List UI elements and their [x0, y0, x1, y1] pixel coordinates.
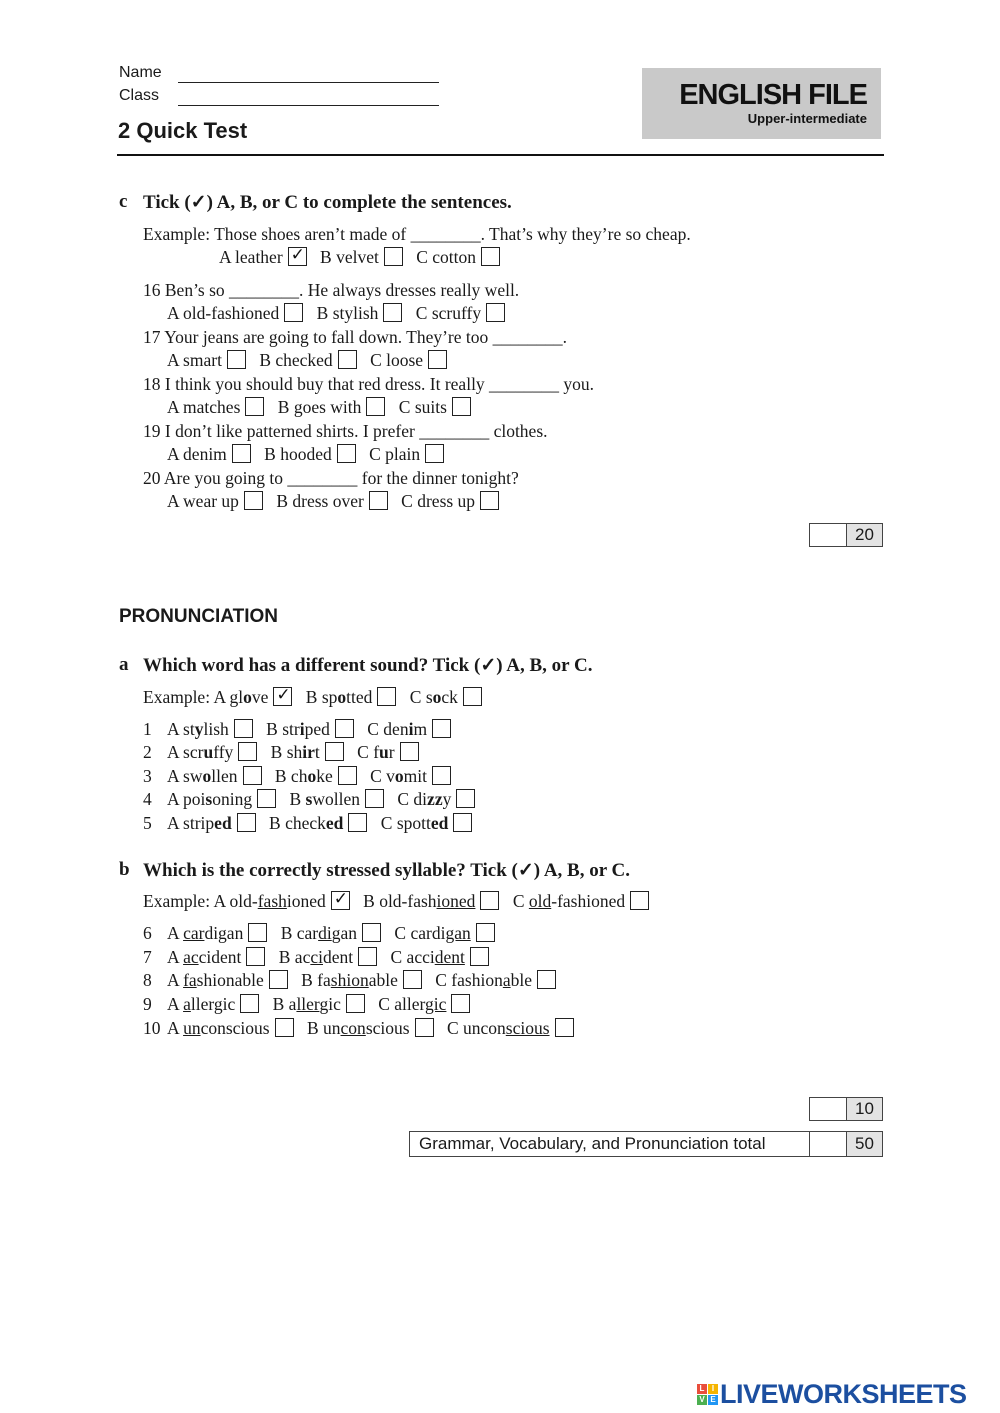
option-b-label: B sh: [270, 742, 303, 762]
checkbox-c[interactable]: [432, 766, 451, 785]
option-b-label: B old-fash: [363, 891, 437, 911]
logo-letter: L: [697, 1384, 707, 1394]
part-c-example-sentence: Example: Those shoes aren’t made of ________. That’s why they’re so cheap.: [143, 224, 691, 244]
option-a-label: Example: A gl: [143, 687, 244, 707]
option-b-label: B ch: [274, 766, 308, 786]
question-19-options: [167, 444, 453, 465]
option-b-label: B ac: [278, 947, 311, 967]
stressed-syllable: ller: [296, 994, 320, 1014]
checkbox-c[interactable]: [463, 687, 482, 706]
word-rest: gic: [319, 994, 341, 1014]
pron-item-2: [143, 742, 428, 763]
checkbox-a[interactable]: [269, 970, 288, 989]
word-rest: ped: [304, 719, 330, 739]
highlighted-sound: u: [203, 742, 214, 762]
highlighted-sound: o: [202, 766, 212, 786]
stress-item-9: [143, 994, 479, 1015]
total-score-row: [409, 1131, 883, 1157]
highlighted-sound: ed: [325, 813, 344, 833]
checkbox-b[interactable]: [383, 303, 402, 322]
option-c-label: C cardi: [394, 923, 446, 943]
option-a-label: A poi: [167, 789, 206, 809]
checkbox-a-ticked[interactable]: [331, 891, 350, 910]
question-19: 19 I don’t like patterned shirts. I prefer ________ clothes.: [143, 421, 548, 441]
checkbox-a-ticked[interactable]: [273, 687, 292, 706]
checkbox-a[interactable]: [257, 789, 276, 808]
item-number: 8: [143, 970, 152, 990]
word-rest: digan: [204, 923, 244, 943]
checkbox-a[interactable]: [244, 491, 263, 510]
stress-item-7: [143, 947, 498, 968]
option-a-label: A: [167, 947, 184, 967]
checkbox-c[interactable]: [452, 397, 471, 416]
page-title: 2 Quick Test: [118, 118, 248, 143]
highlighted-sound: zz: [427, 789, 443, 809]
highlighted-sound: ed: [214, 813, 232, 833]
checkbox-b[interactable]: [365, 789, 384, 808]
word-rest: wollen: [312, 789, 360, 809]
stress-item-6: [143, 923, 504, 944]
option-b-label: B check: [269, 813, 326, 833]
option-a-label: A st: [167, 719, 195, 739]
pron-item-3: [143, 766, 460, 787]
logo-letter: E: [708, 1395, 718, 1405]
option-b-label: B car: [280, 923, 319, 943]
section-heading-pronunciation: PRONUNCIATION: [119, 606, 279, 627]
question-20: 20 Are you going to ________ for the dinner tonight?: [143, 468, 519, 488]
checkbox-b[interactable]: [377, 687, 396, 706]
question-16: 16 Ben’s so ________. He always dresses really well.: [143, 280, 520, 300]
stressed-syllable: fa: [183, 970, 197, 990]
checkbox-a[interactable]: [275, 1018, 294, 1037]
checkbox-a[interactable]: [237, 813, 256, 832]
checkbox-b[interactable]: [366, 397, 385, 416]
option-a-label: A scr: [167, 742, 204, 762]
score-input[interactable]: [810, 524, 847, 546]
checkbox-b[interactable]: [358, 947, 377, 966]
part-a-letter: a: [119, 654, 129, 675]
option-b-label: B a: [272, 994, 297, 1014]
part-a-example: [143, 687, 491, 708]
logo-letter: I: [708, 1384, 718, 1394]
word-rest: shionable: [196, 970, 264, 990]
checkbox-c[interactable]: [470, 947, 489, 966]
stressed-syllable: ioned: [436, 891, 476, 911]
name-field[interactable]: [178, 82, 439, 83]
highlighted-sound: s: [305, 789, 313, 809]
logo-subtitle: Upper-intermediate: [747, 111, 867, 126]
checkbox-c[interactable]: [456, 789, 475, 808]
option-a-label: A wear up: [167, 491, 239, 511]
checkbox-c[interactable]: [425, 444, 444, 463]
checkbox-c[interactable]: [486, 303, 505, 322]
word-rest: m: [413, 719, 428, 739]
checkbox-c[interactable]: [630, 891, 649, 910]
stressed-syllable: ac: [183, 947, 199, 967]
item-number: 9: [143, 994, 152, 1014]
item-number: 10: [143, 1018, 161, 1038]
item-number: 5: [143, 813, 152, 833]
word-rest: conscious: [200, 1018, 270, 1038]
word-rest: dent: [322, 947, 354, 967]
checkbox-c[interactable]: [537, 970, 556, 989]
option-c-label: C di: [397, 789, 428, 809]
checkbox-b[interactable]: [480, 891, 499, 910]
checkbox-a[interactable]: [227, 350, 246, 369]
option-c-label: C uncon: [446, 1018, 506, 1038]
checkbox-c[interactable]: [400, 742, 419, 761]
stressed-syllable: fash: [257, 891, 287, 911]
question-18-options: [167, 397, 480, 418]
part-b-letter: b: [119, 859, 130, 880]
word-rest: ffy: [213, 742, 234, 762]
part-c-example-options: [219, 247, 509, 268]
stressed-syllable: car: [183, 923, 205, 943]
question-16-options: [167, 303, 514, 324]
option-a-label: A: [167, 970, 184, 990]
pron-item-4: [143, 789, 484, 810]
stressed-syllable: scious: [505, 1018, 550, 1038]
word-rest: y: [442, 789, 452, 809]
pronunciation-score-box: [809, 1097, 883, 1121]
total-score-input[interactable]: [810, 1132, 847, 1156]
word-rest: ke: [316, 766, 333, 786]
word-rest: cident: [198, 947, 242, 967]
option-a-label: A: [167, 1018, 184, 1038]
stressed-syllable: gan: [445, 923, 471, 943]
highlighted-sound: s: [205, 789, 213, 809]
highlighted-sound: i: [299, 719, 305, 739]
score-max: 10: [847, 1098, 882, 1120]
word-rest: ioned: [286, 891, 326, 911]
option-c-label: C fashion: [435, 970, 503, 990]
stressed-syllable: a: [502, 970, 511, 990]
option-a-label: A: [167, 923, 184, 943]
checkbox-c[interactable]: [432, 719, 451, 738]
word-rest: scious: [365, 1018, 410, 1038]
checkbox-c[interactable]: [555, 1018, 574, 1037]
liveworksheets-logo-icon: [697, 1384, 718, 1405]
option-b-rest: tted: [346, 687, 373, 707]
highlighted-sound: o: [243, 687, 252, 707]
checkbox-a[interactable]: [238, 742, 257, 761]
question-20-options: [167, 491, 508, 512]
stressed-syllable: con: [340, 1018, 366, 1038]
stressed-syllable: old: [528, 891, 552, 911]
option-b-label: B velvet: [320, 247, 379, 267]
item-number: 7: [143, 947, 152, 967]
option-a-label: A leather: [219, 247, 283, 267]
option-c-label: C s: [409, 687, 433, 707]
checkbox-c[interactable]: [453, 813, 472, 832]
option-c-label: C loose: [370, 350, 424, 370]
part-c-score-box: [809, 523, 883, 547]
total-label: Grammar, Vocabulary, and Pronunciation total: [410, 1132, 810, 1156]
word-rest: mit: [403, 766, 428, 786]
option-c-label: C dress up: [401, 491, 476, 511]
highlighted-sound: ir: [302, 742, 315, 762]
word-rest: lish: [203, 719, 229, 739]
checkbox-c[interactable]: [481, 247, 500, 266]
option-c-label: C v: [370, 766, 395, 786]
pron-item-5: [143, 813, 481, 834]
score-input[interactable]: [810, 1098, 847, 1120]
checkbox-a[interactable]: [243, 766, 262, 785]
checkbox-a[interactable]: [240, 994, 259, 1013]
option-c-label: C plain: [369, 444, 421, 464]
word-rest: llergic: [190, 994, 236, 1014]
word-rest: -fashioned: [551, 891, 626, 911]
checkbox-b[interactable]: [337, 444, 356, 463]
option-c-label: C scruffy: [415, 303, 482, 323]
pron-item-1: [143, 719, 460, 740]
total-max: 50: [847, 1132, 882, 1156]
option-b-label: B dress over: [276, 491, 364, 511]
option-b-label: B hooded: [264, 444, 332, 464]
checkbox-b[interactable]: [338, 350, 357, 369]
word-rest: oning: [212, 789, 253, 809]
part-a-instruction: Which word has a different sound? Tick (✓) A, B, or C.: [143, 655, 593, 676]
option-c-label: C acci: [390, 947, 435, 967]
highlighted-sound: o: [307, 766, 317, 786]
checkbox-b[interactable]: [403, 970, 422, 989]
stressed-syllable: di: [318, 923, 332, 943]
stressed-syllable: a: [183, 994, 191, 1014]
option-a-label: A: [167, 994, 184, 1014]
option-b-label: B str: [266, 719, 300, 739]
checkbox-b[interactable]: [325, 742, 344, 761]
option-b-label: B goes with: [277, 397, 362, 417]
highlighted-sound: o: [432, 687, 442, 707]
item-number: 3: [143, 766, 152, 786]
highlighted-sound: u: [379, 742, 389, 762]
stressed-syllable: dent: [434, 947, 465, 967]
option-a-label: A matches: [167, 397, 241, 417]
class-field[interactable]: [178, 105, 439, 106]
option-c-label: C aller: [378, 994, 426, 1014]
option-c-rest: ck: [441, 687, 458, 707]
name-label: Name: [119, 64, 162, 81]
checkbox-a[interactable]: [246, 947, 265, 966]
option-c-label: C cotton: [416, 247, 477, 267]
option-b-label: B fa: [301, 970, 331, 990]
word-rest: able: [368, 970, 398, 990]
stressed-syllable: gic: [425, 994, 447, 1014]
checkbox-a[interactable]: [245, 397, 264, 416]
highlighted-sound: o: [337, 687, 347, 707]
option-b-label: B: [289, 789, 306, 809]
checkbox-b[interactable]: [348, 813, 367, 832]
stress-item-8: [143, 970, 565, 991]
option-c-label: C den: [367, 719, 409, 739]
item-number: 4: [143, 789, 152, 809]
question-17-options: [167, 350, 456, 371]
english-file-logo: [642, 68, 881, 139]
option-a-label: A denim: [167, 444, 227, 464]
class-label: Class: [119, 87, 160, 104]
option-a-label: A smart: [167, 350, 222, 370]
word-rest: ble: [510, 970, 532, 990]
word-rest: gan: [331, 923, 358, 943]
highlighted-sound: o: [394, 766, 404, 786]
checkbox-b[interactable]: [415, 1018, 434, 1037]
highlighted-sound: y: [194, 719, 204, 739]
option-a-label: A sw: [167, 766, 203, 786]
option-a-label: A old-fashioned: [167, 303, 280, 323]
checkbox-a[interactable]: [234, 719, 253, 738]
option-a-label: Example: A old-: [143, 891, 258, 911]
checkbox-c[interactable]: [480, 491, 499, 510]
word-rest: llen: [211, 766, 238, 786]
logo-title: ENGLISH FILE: [679, 79, 867, 111]
checkbox-b[interactable]: [346, 994, 365, 1013]
checkbox-a[interactable]: [248, 923, 267, 942]
option-a-rest: ve: [251, 687, 269, 707]
question-18: 18 I think you should buy that red dress. It really ________ you.: [143, 374, 595, 394]
option-c-label: C spott: [380, 813, 431, 833]
checkbox-a[interactable]: [232, 444, 251, 463]
part-c-letter: c: [119, 191, 128, 212]
stress-item-10: [143, 1018, 583, 1039]
option-b-label: B checked: [259, 350, 333, 370]
header-divider: [117, 154, 884, 156]
item-number: 2: [143, 742, 152, 762]
liveworksheets-watermark: [697, 1379, 967, 1410]
checkbox-c[interactable]: [476, 923, 495, 942]
logo-letter: V: [697, 1395, 707, 1405]
checkbox-b[interactable]: [338, 766, 357, 785]
checkbox-a-ticked[interactable]: [288, 247, 307, 266]
item-number: 1: [143, 719, 152, 739]
highlighted-sound: ed: [430, 813, 449, 833]
checkbox-b[interactable]: [384, 247, 403, 266]
part-c-instruction: Tick (✓) A, B, or C to complete the sentences.: [143, 192, 512, 213]
option-c-label: C f: [357, 742, 380, 762]
option-b-label: B stylish: [316, 303, 379, 323]
word-rest: t: [314, 742, 320, 762]
option-c-label: C suits: [398, 397, 447, 417]
checkbox-b[interactable]: [335, 719, 354, 738]
option-b-label: B sp: [305, 687, 338, 707]
part-b-instruction: Which is the correctly stressed syllable? Tick (✓) A, B, or C.: [143, 860, 631, 881]
option-c-label: C: [512, 891, 529, 911]
highlighted-sound: i: [408, 719, 414, 739]
stressed-syllable: ci: [310, 947, 323, 967]
option-b-label: B un: [306, 1018, 341, 1038]
option-a-label: A strip: [167, 813, 215, 833]
score-max: 20: [847, 524, 882, 546]
stressed-syllable: un: [183, 1018, 201, 1038]
checkbox-b[interactable]: [362, 923, 381, 942]
item-number: 6: [143, 923, 152, 943]
checkbox-b[interactable]: [369, 491, 388, 510]
checkbox-c[interactable]: [451, 994, 470, 1013]
watermark-text: LIVEWORKSHEETS: [720, 1379, 967, 1409]
question-17: 17 Your jeans are going to fall down. They’re too ________.: [143, 327, 567, 347]
checkbox-c[interactable]: [428, 350, 447, 369]
checkbox-a[interactable]: [284, 303, 303, 322]
word-rest: r: [388, 742, 395, 762]
stressed-syllable: shion: [330, 970, 369, 990]
part-b-example: [143, 891, 658, 912]
